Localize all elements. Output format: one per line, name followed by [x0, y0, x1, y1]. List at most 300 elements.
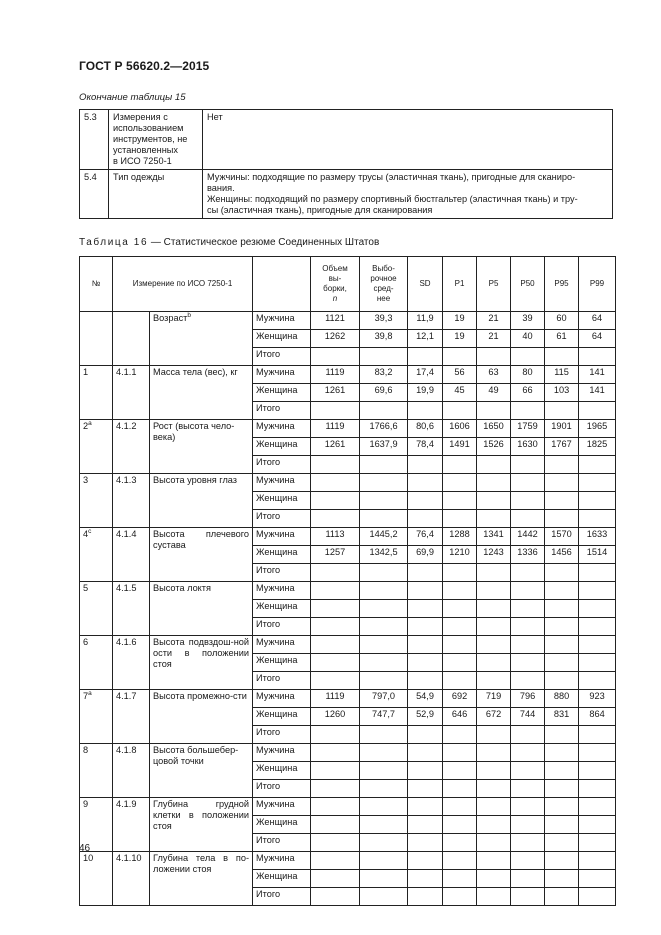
header-p95: P95	[545, 257, 579, 312]
footnote-marker: b	[187, 312, 191, 319]
measurement-index-number: 7	[83, 691, 89, 701]
stat-value	[408, 780, 443, 798]
measurement-code: 4.1.3	[113, 474, 150, 528]
table16-row	[80, 312, 616, 330]
measurement-name-text: Рост (высота чело-века)	[153, 421, 235, 442]
stat-value: 1260	[311, 708, 360, 726]
stat-value	[477, 726, 511, 744]
stat-value: 1210	[443, 546, 477, 564]
stat-value	[579, 744, 616, 762]
stat-value	[360, 870, 408, 888]
stat-value	[511, 636, 545, 654]
header-p5: P5	[477, 257, 511, 312]
measurement-name	[150, 528, 253, 582]
stat-value	[360, 636, 408, 654]
sex-label: Женщина	[253, 492, 311, 510]
table15-caption: Окончание таблицы 15	[79, 92, 186, 103]
header-mean-line: Выбо-	[372, 264, 395, 273]
stat-value	[477, 870, 511, 888]
table15-row	[80, 110, 613, 170]
stat-value: 747,7	[360, 708, 408, 726]
stat-value: 1119	[311, 366, 360, 384]
stat-value	[579, 636, 616, 654]
measurement-index	[80, 690, 113, 744]
stat-value: 19,9	[408, 384, 443, 402]
stat-value	[579, 870, 616, 888]
stat-value	[477, 888, 511, 906]
stat-value: 103	[545, 384, 579, 402]
stat-value	[360, 654, 408, 672]
stat-value	[311, 852, 360, 870]
measurement-code: 4.1.9	[113, 798, 150, 852]
measurement-code: 4.1.10	[113, 852, 150, 906]
measurement-index	[80, 852, 113, 906]
measurement-name	[150, 798, 253, 852]
stat-value: 797,0	[360, 690, 408, 708]
footnote-marker: c	[88, 528, 92, 535]
stat-value	[545, 762, 579, 780]
stat-value	[477, 600, 511, 618]
measurement-name-text: Возраст	[153, 313, 188, 323]
stat-value	[579, 726, 616, 744]
header-p1: P1	[443, 257, 477, 312]
stat-value	[545, 798, 579, 816]
stat-value	[579, 672, 616, 690]
stat-value: 1445,2	[360, 528, 408, 546]
measurement-code: 4.1.6	[113, 636, 150, 690]
stat-value: 1121	[311, 312, 360, 330]
stat-value	[477, 744, 511, 762]
stat-value	[360, 852, 408, 870]
stat-value: 64	[579, 312, 616, 330]
stat-value: 39	[511, 312, 545, 330]
stat-value	[579, 348, 616, 366]
stat-value	[443, 654, 477, 672]
stat-value	[477, 492, 511, 510]
stat-value: 1119	[311, 690, 360, 708]
stat-value	[477, 564, 511, 582]
measurement-index	[80, 528, 113, 582]
stat-value	[408, 816, 443, 834]
stat-value	[579, 600, 616, 618]
header-p50: P50	[511, 257, 545, 312]
stat-value	[408, 654, 443, 672]
sex-label: Мужчина	[253, 582, 311, 600]
stat-value	[579, 654, 616, 672]
stat-value	[545, 780, 579, 798]
measurement-index	[80, 582, 113, 636]
stat-value	[311, 582, 360, 600]
stat-value	[511, 618, 545, 636]
stat-value	[511, 402, 545, 420]
header-p99: P99	[579, 257, 616, 312]
measurement-code: 4.1.8	[113, 744, 150, 798]
stat-value	[579, 510, 616, 528]
stat-value: 1759	[511, 420, 545, 438]
stat-value	[443, 672, 477, 690]
sex-label: Итого	[253, 888, 311, 906]
stat-value	[579, 474, 616, 492]
stat-value: 61	[545, 330, 579, 348]
document-header: ГОСТ Р 56620.2—2015	[79, 59, 210, 73]
table15-name-line: в ИСО 7250-1	[113, 156, 172, 166]
stat-value: 56	[443, 366, 477, 384]
stat-value: 80	[511, 366, 545, 384]
sex-label: Итого	[253, 510, 311, 528]
stat-value: 831	[545, 708, 579, 726]
stat-value: 1650	[477, 420, 511, 438]
stat-value	[311, 618, 360, 636]
stat-value	[511, 492, 545, 510]
stat-value	[579, 798, 616, 816]
stat-value: 54,9	[408, 690, 443, 708]
stat-value: 1456	[545, 546, 579, 564]
stat-value: 60	[545, 312, 579, 330]
stat-value	[477, 402, 511, 420]
measurement-name	[150, 852, 253, 906]
stat-value	[545, 636, 579, 654]
stat-value	[311, 780, 360, 798]
stat-value	[408, 402, 443, 420]
stat-value	[477, 834, 511, 852]
stat-value: 78,4	[408, 438, 443, 456]
stat-value: 69,9	[408, 546, 443, 564]
measurement-index	[80, 312, 113, 366]
header-mean-line: нее	[376, 294, 391, 303]
stat-value	[408, 492, 443, 510]
header-no: №	[80, 257, 113, 312]
table15-cell-name	[109, 110, 203, 170]
measurement-name-text: Высота промежно-сти	[153, 691, 247, 701]
stat-value	[545, 564, 579, 582]
stat-value	[579, 834, 616, 852]
stat-value	[360, 402, 408, 420]
sex-label: Женщина	[253, 546, 311, 564]
stat-value	[511, 744, 545, 762]
measurement-index-number: 5	[83, 583, 89, 593]
stat-value: 1262	[311, 330, 360, 348]
stat-value	[408, 456, 443, 474]
stat-value	[477, 474, 511, 492]
stat-value	[360, 348, 408, 366]
table-16	[79, 256, 616, 906]
table16-caption-text: — Статистическое резюме Соединенных Штатов	[148, 237, 380, 248]
stat-value	[545, 744, 579, 762]
stat-value: 80,6	[408, 420, 443, 438]
stat-value	[477, 636, 511, 654]
table15-cell-value	[203, 110, 613, 170]
stat-value	[443, 600, 477, 618]
stat-value	[311, 888, 360, 906]
measurement-index-number: 3	[83, 475, 89, 485]
sex-label: Мужчина	[253, 798, 311, 816]
stat-value: 1261	[311, 438, 360, 456]
table16-row	[80, 636, 616, 654]
table16-caption-prefix: Таблица 16	[79, 237, 149, 248]
table16-row	[80, 528, 616, 546]
stat-value	[545, 456, 579, 474]
sex-label: Мужчина	[253, 366, 311, 384]
measurement-index-number: 2	[83, 421, 89, 431]
measurement-index	[80, 474, 113, 528]
stat-value	[511, 816, 545, 834]
stat-value: 17,4	[408, 366, 443, 384]
measurement-index-number: 10	[83, 853, 94, 863]
sex-label: Итого	[253, 402, 311, 420]
stat-value	[311, 870, 360, 888]
stat-value: 52,9	[408, 708, 443, 726]
stat-value	[511, 888, 545, 906]
stat-value	[311, 510, 360, 528]
stat-value	[360, 456, 408, 474]
stat-value: 1767	[545, 438, 579, 456]
stat-value: 19	[443, 330, 477, 348]
stat-value	[477, 780, 511, 798]
stat-value	[545, 726, 579, 744]
stat-value: 744	[511, 708, 545, 726]
stat-value	[408, 870, 443, 888]
stat-value: 69,6	[360, 384, 408, 402]
table16-row	[80, 798, 616, 816]
stat-value	[477, 816, 511, 834]
stat-value: 141	[579, 366, 616, 384]
stat-value	[408, 600, 443, 618]
table15-cell-name	[109, 170, 203, 219]
stat-value: 40	[511, 330, 545, 348]
stat-value	[477, 510, 511, 528]
table16-row	[80, 852, 616, 870]
stat-value	[477, 618, 511, 636]
table16-caption	[79, 237, 379, 248]
stat-value	[511, 726, 545, 744]
stat-value	[311, 762, 360, 780]
stat-value: 646	[443, 708, 477, 726]
stat-value	[311, 834, 360, 852]
stat-value	[408, 348, 443, 366]
stat-value	[443, 888, 477, 906]
stat-value	[545, 582, 579, 600]
stat-value	[311, 564, 360, 582]
header-n-line: n	[332, 294, 338, 303]
stat-value: 796	[511, 690, 545, 708]
table16-row	[80, 420, 616, 438]
stat-value	[311, 474, 360, 492]
measurement-name-text: Высота локтя	[153, 583, 211, 593]
measurement-name-text: Масса тела (вес), кг	[153, 367, 238, 377]
stat-value: 12,1	[408, 330, 443, 348]
header-n-line: Объем	[322, 264, 348, 273]
measurement-name	[150, 366, 253, 420]
footnote-marker: a	[88, 690, 92, 697]
stat-value	[545, 402, 579, 420]
stat-value: 1901	[545, 420, 579, 438]
measurement-name-text: Высота большебер-цовой точки	[153, 745, 239, 766]
stat-value	[545, 888, 579, 906]
stat-value: 1119	[311, 420, 360, 438]
stat-value	[511, 564, 545, 582]
stat-value	[511, 456, 545, 474]
stat-value	[443, 348, 477, 366]
measurement-name	[150, 744, 253, 798]
stat-value	[545, 492, 579, 510]
sex-label: Женщина	[253, 438, 311, 456]
stat-value	[360, 582, 408, 600]
header-mean	[360, 257, 408, 312]
measurement-index	[80, 636, 113, 690]
stat-value	[360, 474, 408, 492]
stat-value	[477, 672, 511, 690]
stat-value: 1491	[443, 438, 477, 456]
stat-value	[360, 780, 408, 798]
measurement-name	[150, 690, 253, 744]
stat-value: 1288	[443, 528, 477, 546]
stat-value	[511, 672, 545, 690]
measurement-index	[80, 744, 113, 798]
sex-label: Женщина	[253, 654, 311, 672]
header-mean-line: сред-	[373, 284, 394, 293]
stat-value	[443, 636, 477, 654]
stat-value	[443, 762, 477, 780]
stat-value	[443, 582, 477, 600]
measurement-index	[80, 420, 113, 474]
stat-value	[579, 888, 616, 906]
measurement-name-text: Высота плечевого сустава	[153, 529, 250, 550]
table15-value-line: Женщины: подходящий по размеру спортивный бюстгальтер (эластичная ткань) и тру-	[207, 194, 578, 204]
stat-value: 21	[477, 312, 511, 330]
stat-value	[408, 762, 443, 780]
stat-value	[360, 888, 408, 906]
stat-value	[477, 852, 511, 870]
table15-cell-value	[203, 170, 613, 219]
stat-value	[545, 672, 579, 690]
sex-label: Мужчина	[253, 744, 311, 762]
measurement-name	[150, 636, 253, 690]
stat-value: 1606	[443, 420, 477, 438]
stat-value	[443, 564, 477, 582]
stat-value: 923	[579, 690, 616, 708]
stat-value	[511, 582, 545, 600]
stat-value: 39,3	[360, 312, 408, 330]
sex-label: Мужчина	[253, 312, 311, 330]
stat-value	[408, 474, 443, 492]
table15-row	[80, 170, 613, 219]
stat-value: 1526	[477, 438, 511, 456]
measurement-name-text: Высота подвздош-ной ости в положении стоя	[153, 637, 250, 669]
stat-value: 1243	[477, 546, 511, 564]
stat-value	[545, 816, 579, 834]
stat-value	[408, 636, 443, 654]
stat-value	[311, 672, 360, 690]
sex-label: Итого	[253, 834, 311, 852]
stat-value	[311, 636, 360, 654]
stat-value	[408, 726, 443, 744]
measurement-index-number: 6	[83, 637, 89, 647]
stat-value: 64	[579, 330, 616, 348]
stat-value	[360, 834, 408, 852]
stat-value	[311, 402, 360, 420]
sex-label: Итого	[253, 780, 311, 798]
table15-value-line: сы (эластичная ткань), пригодные для сканирования	[207, 205, 433, 215]
stat-value	[545, 510, 579, 528]
sex-label: Итого	[253, 672, 311, 690]
table15-value-line: вания.	[207, 183, 235, 193]
measurement-index-number: 1	[83, 367, 89, 377]
measurement-name-text: Глубина тела в по-ложении стоя	[153, 853, 250, 874]
stat-value: 1442	[511, 528, 545, 546]
stat-value	[545, 600, 579, 618]
stat-value	[443, 618, 477, 636]
stat-value: 1637,9	[360, 438, 408, 456]
sex-label: Женщина	[253, 384, 311, 402]
stat-value	[579, 402, 616, 420]
header-n	[311, 257, 360, 312]
stat-value	[360, 510, 408, 528]
stat-value	[579, 762, 616, 780]
stat-value	[311, 816, 360, 834]
stat-value	[511, 474, 545, 492]
measurement-index-number: 8	[83, 745, 89, 755]
table15-name-line: Измерения с	[113, 112, 168, 122]
sex-label: Мужчина	[253, 528, 311, 546]
sex-label: Женщина	[253, 330, 311, 348]
sex-label: Итого	[253, 618, 311, 636]
stat-value	[477, 582, 511, 600]
table15-value-line: Мужчины: подходящие по размеру трусы (эластичная ткань), пригодные для сканиро-	[207, 172, 576, 182]
stat-value	[360, 600, 408, 618]
stat-value	[545, 618, 579, 636]
stat-value: 141	[579, 384, 616, 402]
stat-value	[579, 780, 616, 798]
stat-value	[443, 852, 477, 870]
stat-value	[311, 492, 360, 510]
stat-value: 1570	[545, 528, 579, 546]
stat-value	[511, 762, 545, 780]
sex-label: Итого	[253, 456, 311, 474]
stat-value	[477, 654, 511, 672]
stat-value	[443, 456, 477, 474]
stat-value	[360, 726, 408, 744]
stat-value: 76,4	[408, 528, 443, 546]
stat-value	[408, 834, 443, 852]
table-15	[79, 109, 613, 219]
stat-value	[443, 510, 477, 528]
stat-value	[408, 672, 443, 690]
stat-value	[511, 348, 545, 366]
stat-value	[545, 474, 579, 492]
table15-name-line: инструментов, не	[113, 134, 188, 144]
measurement-name	[150, 420, 253, 474]
measurement-code: 4.1.4	[113, 528, 150, 582]
stat-value	[408, 888, 443, 906]
table16-row	[80, 744, 616, 762]
stat-value	[360, 798, 408, 816]
stat-value	[360, 564, 408, 582]
measurement-code	[113, 312, 150, 366]
stat-value: 1342,5	[360, 546, 408, 564]
measurement-code: 4.1.2	[113, 420, 150, 474]
table15-name-line: использованием	[113, 123, 184, 133]
stat-value	[360, 762, 408, 780]
stat-value	[408, 510, 443, 528]
stat-value	[511, 798, 545, 816]
stat-value: 19	[443, 312, 477, 330]
stat-value	[443, 402, 477, 420]
stat-value	[477, 348, 511, 366]
header-sd: SD	[408, 257, 443, 312]
sex-label: Мужчина	[253, 852, 311, 870]
stat-value	[360, 744, 408, 762]
stat-value: 49	[477, 384, 511, 402]
